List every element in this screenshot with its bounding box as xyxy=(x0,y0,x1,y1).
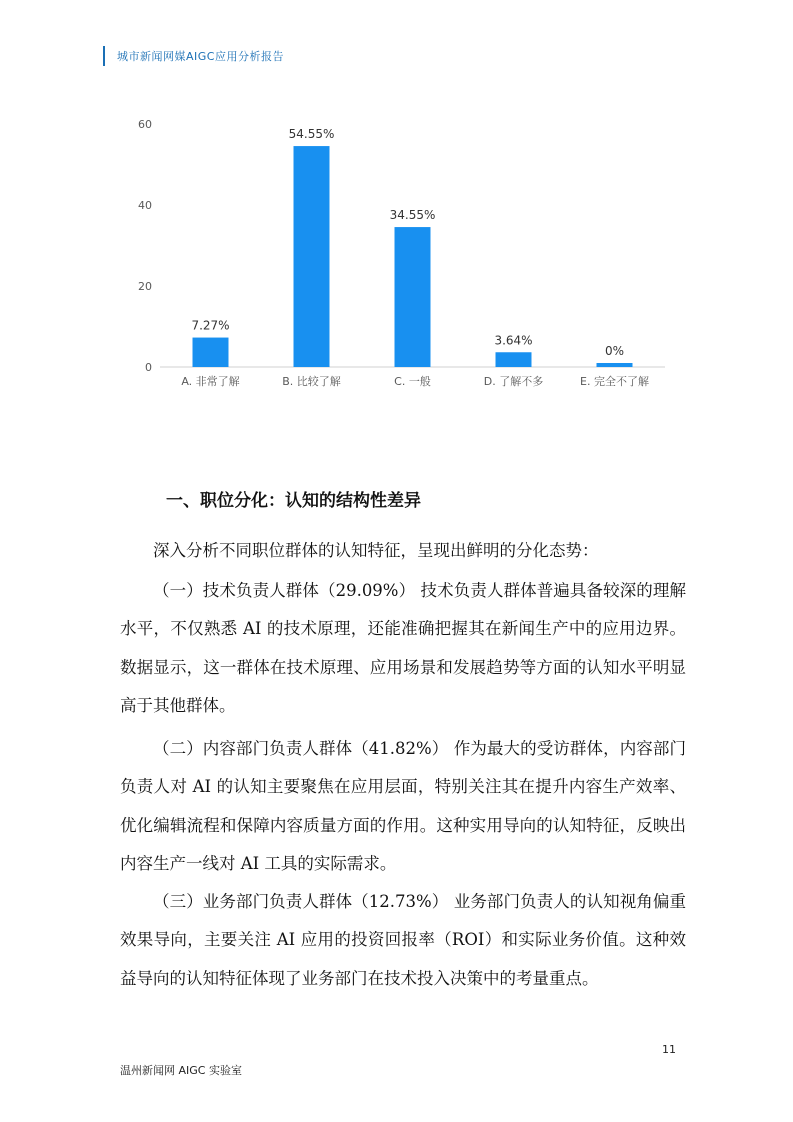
bar xyxy=(496,352,532,367)
bar xyxy=(294,146,330,367)
y-tick-label: 40 xyxy=(138,199,152,212)
data-label: 7.27% xyxy=(191,318,230,333)
bar xyxy=(597,363,633,367)
x-tick-label: A. 非常了解 xyxy=(181,375,240,388)
data-label: 0% xyxy=(604,344,625,358)
page-number: 11 xyxy=(662,1043,676,1056)
x-tick-label: D. 了解不多 xyxy=(483,375,544,388)
y-tick-label: 60 xyxy=(138,118,152,131)
x-tick-label: B. 比较了解 xyxy=(282,375,341,388)
section-title: 一、职位分化：认知的结构性差异 xyxy=(166,491,421,511)
header-accent-bar xyxy=(103,46,105,66)
intro-paragraph: 深入分析不同职位群体的认知特征，呈现出鲜明的分化态势： xyxy=(153,541,599,560)
business-lead-paragraph: （三）业务部门负责人群体（12.73%） 业务部门负责人的认知视角偏重效果导向，主要关注 AI 应用的投资回报率（ROI）和实际业务价值。这种效益导向的认知特征体现了业务部门在技术投入决策中的考量重点。 xyxy=(120,892,686,988)
header-title: 城市新闻网媒AIGC应用分析报告 xyxy=(117,50,284,63)
data-label: 54.55% xyxy=(288,127,335,142)
bar xyxy=(395,227,431,367)
content-lead-paragraph: （二）内容部门负责人群体（41.82%） 作为最大的受访群体，内容部门负责人对 AI 的认知主要聚焦在应用层面，特别关注其在提升内容生产效率、优化编辑流程和保障内容质量方面的作用。这种实用导向的认知特征，反映出内容生产一线对 AI 工具的实际需求。 xyxy=(120,739,686,873)
x-tick-label: C. 一般 xyxy=(394,375,431,388)
bar-chart xyxy=(120,110,680,400)
data-label: 34.55% xyxy=(389,208,436,223)
y-tick-label: 20 xyxy=(138,280,152,293)
tech-lead-paragraph: （一）技术负责人群体（29.09%） 技术负责人群体普遍具备较深的理解水平，不仅熟悉 AI 的技术原理，还能准确把握其在新闻生产中的应用边界。数据显示，这一群体在技术原理、应用场景和发展趋势等方面的认知水平明显高于其他群体。 xyxy=(120,581,686,715)
x-tick-label: E. 完全不了解 xyxy=(580,375,649,388)
bar xyxy=(193,338,229,367)
y-tick-label: 0 xyxy=(145,361,152,374)
footer-text: 温州新闻网 AIGC 实验室 xyxy=(120,1064,242,1077)
data-label: 3.64% xyxy=(494,333,533,348)
